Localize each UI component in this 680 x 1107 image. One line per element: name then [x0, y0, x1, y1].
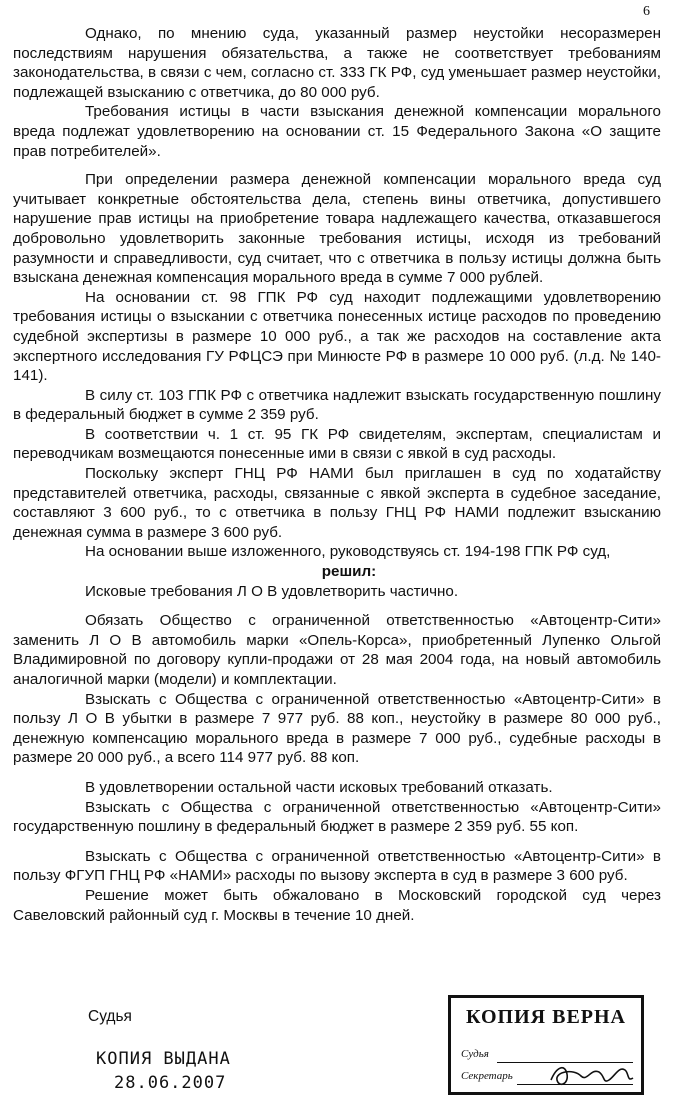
- paragraph: Однако, по мнению суда, указанный размер неустойки несоразмерен последствиям нарушения обязательства, а также не соответствует требованиям законодательства, в связи с чем, согласно ст. 333 ГК РФ, суд уменьшает размер неустойки, подлежащей взысканию с ответчика, до 80 000 руб.: [13, 25, 661, 101]
- copy-issued-text: КОПИЯ ВЫДАНА: [96, 1049, 231, 1069]
- judge-label: Судья: [88, 1008, 132, 1025]
- decision-item: Взыскать с Общества с ограниченной ответственностью «Автоцентр-Сити» в пользу ФГУП ГНЦ РФ «НАМИ» расходы по вызову эксперта в суд в размере 3 600 руб.: [13, 847, 661, 885]
- decision-item: Взыскать с Общества с ограниченной ответственностью «Автоцентр-Сити» в пользу Л О В убытки в размере 7 977 руб. 88 коп., неустойку в размере 80 000 руб., денежную компенсацию морального вреда в размере 7 000 руб., судебные расходы в размере 20 000 руб., а всего 114 977 руб. 88 коп.: [13, 690, 661, 767]
- decision-item: Решение может быть обжаловано в Московский городской суд через Савеловский районный суд г. Москвы в течение 10 дней.: [13, 886, 661, 924]
- paragraph: Поскольку эксперт ГНЦ РФ НАМИ был приглашен в суд по ходатайству представителей ответчика, расходы, связанные с явкой эксперта в судебное заседание, составляют 3 600 руб., то с ответчика в пользу ГНЦ РФ НАМИ подлежит взысканию денежная сумма в размере 3 600 руб.: [13, 465, 661, 541]
- decision-item: В удовлетворении остальной части исковых требований отказать.: [85, 778, 553, 796]
- paragraph: В соответствии ч. 1 ст. 95 ГК РФ свидетелям, экспертам, специалистам и переводчикам возмещаются понесенные ими в связи с явкой в суд расходы.: [13, 425, 661, 463]
- decision-item: Взыскать с Общества с ограниченной ответственностью «Автоцентр-Сити» государственную пошлину в федеральный бюджет в размере 2 359 руб. 55 коп.: [13, 798, 661, 836]
- paragraph: При определении размера денежной компенсации морального вреда суд учитывает конкретные обстоятельства дела, степень вины ответчика, допустившего нарушение прав истицы на приобретение товара надлежащего качества, отказавшегося добровольно удовлетворить законные требования истицы, исходя из требований разумности и справедливости, суд считает, что с ответчика в пользу истицы должна быть взыскана денежная компенсация морального вреда в сумме 7 000 рублей.: [13, 171, 661, 287]
- paragraph: Требования истицы в части взыскания денежной компенсации морального вреда подлежат удовлетворению на основании ст. 15 Федерального Закона «О защите прав потребителей».: [13, 103, 661, 160]
- paragraph: На основании ст. 98 ГПК РФ суд находит подлежащими удовлетворению требования истицы о взыскании с ответчика понесенных истице расходов по проведению судебной экспертизы в размере 10 000 руб., а так же расходов на составление акта экспертного исследования ГУ РФЦСЭ при Минюсте РФ в размере 10 000 руб. (л.д. № 140-141).: [13, 288, 661, 385]
- copy-issued-stamp: [96, 1047, 231, 1095]
- document-body: [13, 24, 661, 925]
- stamp-judge-line: Судья: [461, 1048, 489, 1060]
- page-number: 6: [643, 4, 650, 19]
- paragraph: В силу ст. 103 ГПК РФ с ответчика надлежит взыскать государственную пошлину в федеральный бюджет в сумме 2 359 руб.: [13, 386, 661, 424]
- resolved-heading: решил:: [321, 563, 377, 581]
- paragraph: На основании выше изложенного, руководствуясь ст. 194-198 ГПК РФ суд,: [85, 543, 611, 561]
- stamp-title: КОПИЯ ВЕРНА: [465, 1006, 626, 1028]
- copy-issued-date: 28.06.2007: [114, 1073, 227, 1093]
- copy-certified-stamp: [448, 995, 644, 1095]
- signature-icon: [547, 1058, 637, 1092]
- stamp-secretary-line: Секретарь: [461, 1070, 513, 1082]
- decision-item: Обязать Общество с ограниченной ответственностью «Автоцентр-Сити» заменить Л О В автомобиль марки «Опель-Корса», приобретенный Лупенко Ольгой Владимировной по договору купли-продажи от 28 мая 2004 года, на новый автомобиль аналогичной марки (модели) и комплектации.: [13, 612, 661, 688]
- decision-item: Исковые требования Л О В удовлетворить частично.: [85, 582, 459, 600]
